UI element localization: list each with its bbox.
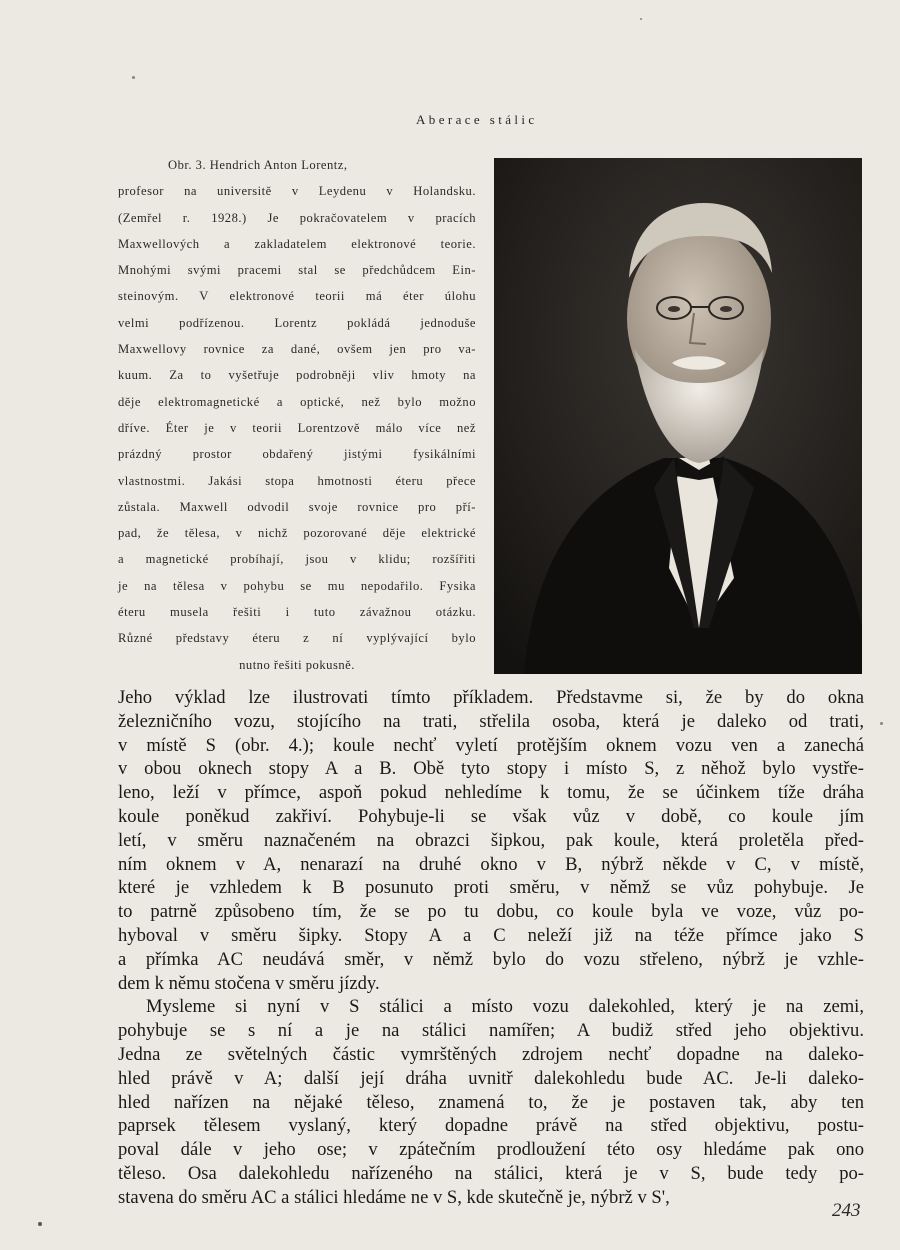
- eye-right: [720, 306, 732, 312]
- caption-line: je na tělesa v pohybu se mu nepodařilo. Fysika: [118, 578, 476, 593]
- caption-line: Maxwellovy rovnice za dané, ovšem jen pro va-: [118, 342, 476, 357]
- body-text: [118, 686, 864, 1210]
- body-line: stavena do směru AC a stálici hledáme ne v S, kde skutečně je, nýbrž v S',: [118, 1186, 670, 1208]
- body-line: poval dále v jeho ose; v zpátečním prodloužení této osy hledáme pak ono: [118, 1139, 864, 1161]
- body-line: pohybuje se s ní a je na stálici namířen; A budiž střed jeho objektivu.: [118, 1020, 864, 1042]
- caption-line: éteru musela řešiti i tuto závažnou otázku.: [118, 605, 476, 620]
- body-line: železničního vozu, stojícího na trati, střelila osoba, která je daleko od trati,: [118, 710, 864, 732]
- caption-line: Maxwellových a zakladatelem elektronové teorie.: [118, 236, 476, 251]
- body-line: paprsek tělesem vyslaný, který dopadne právě na střed objektivu, postu-: [118, 1115, 864, 1137]
- caption-line: steinovým. V elektronové teorii má éter úlohu: [118, 289, 476, 304]
- paper-speck: [38, 1222, 42, 1226]
- paper-speck: [132, 76, 135, 79]
- caption-line: děje elektromagnetické a optické, než bylo možno: [118, 394, 476, 409]
- caption-line: Mnohými svými pracemi stal se předchůdcem Ein-: [118, 263, 476, 278]
- figure-caption: [118, 152, 476, 678]
- body-line: hled právě v A; další její dráha uvnitř dalekohledu bude AC. Je-li daleko-: [118, 1067, 864, 1089]
- body-line: Mysleme si nyní v S stálici a místo vozu dalekohled, který je na zemi,: [146, 996, 864, 1018]
- body-line: hyboval v směru šipky. Stopy A a C neleží již na téže přímce jako S: [118, 924, 864, 946]
- body-line: Jedna ze světelných částic vymrštěných zdrojem nechť dopadne na daleko-: [118, 1043, 864, 1065]
- caption-line: Obr. 3. Hendrich Anton Lorentz,: [168, 158, 348, 172]
- body-line: to patrně způsobeno tím, že se po tu dobu, co koule byla ve voze, vůz po-: [118, 901, 864, 923]
- body-line: koule poněkud zakřiví. Pohybuje-li se však vůz v době, co koule jím: [118, 805, 864, 827]
- running-head: Aberace stálic: [416, 112, 538, 127]
- caption-line: (Zemřel r. 1928.) Je pokračovatelem v pracích: [118, 210, 476, 225]
- body-line: které je vzhledem k B posunuto proti směru, v němž se vůz pohybuje. Je: [118, 877, 864, 899]
- body-line: a přímka AC neudává směr, v němž bylo do vozu střeleno, nýbrž je vzhle-: [118, 948, 864, 970]
- body-line: hled nařízen na nějaké těleso, znamená to, že je postaven tak, aby ten: [118, 1091, 864, 1113]
- body-line: Jeho výklad lze ilustrovati tímto příkladem. Představme si, že by do okna: [118, 687, 864, 708]
- body-line: ním oknem v A, nenarazí na druhé okno v B, nýbrž někde v C, v místě,: [118, 853, 864, 875]
- caption-line: vlastnostmi. Jakási stopa hmotnosti éteru přece: [118, 473, 476, 488]
- caption-line: velmi podřízenou. Lorentz pokládá jednoduše: [118, 315, 476, 330]
- caption-line: nutno řešiti pokusně.: [239, 657, 355, 672]
- paper-speck: [880, 722, 883, 725]
- body-line: v obou oknech stopy A a B. Obě tyto stopy i místo S, z něhož bylo vystře-: [118, 758, 864, 780]
- caption-line: Různé představy éteru z ní vyplývající bylo: [118, 631, 476, 646]
- body-line: dem k němu stočena v směru jízdy.: [118, 972, 380, 994]
- body-line: letí, v směru naznačeném na obrazci šipkou, pak koule, která proletěla před-: [118, 829, 864, 851]
- portrait-photo: [494, 158, 862, 674]
- caption-line: pad, že tělesa, v nichž pozorované děje elektrické: [118, 526, 476, 541]
- caption-line: a magnetické probíhají, jsou v klidu; rozšířiti: [118, 552, 476, 567]
- eye-left: [668, 306, 680, 312]
- page-number: 243: [832, 1200, 861, 1221]
- caption-line: prázdný prostor obdařený jistými fysikálními: [118, 447, 476, 462]
- portrait-illustration: [494, 158, 862, 674]
- body-line: těleso. Osa dalekohledu nařízeného na stálici, která je v S, bude tedy po-: [118, 1162, 864, 1184]
- caption-line: dříve. Éter je v teorii Lorentzově málo více než: [118, 420, 476, 435]
- paper-speck: [640, 18, 642, 20]
- caption-line: zůstala. Maxwell odvodil svoje rovnice pro pří-: [118, 499, 476, 514]
- caption-line: profesor na universitě v Leydenu v Holandsku.: [118, 184, 476, 199]
- body-line: v místě S (obr. 4.); koule nechť vyletí protějším oknem vozu ven a zanechá: [118, 734, 864, 756]
- caption-line: kuum. Za to vyšetřuje podrobněji vliv hmoty na: [118, 368, 476, 383]
- body-line: leno, leží v přímce, aspoň pokud nehledíme k tomu, že se účinkem tíže dráha: [118, 782, 864, 804]
